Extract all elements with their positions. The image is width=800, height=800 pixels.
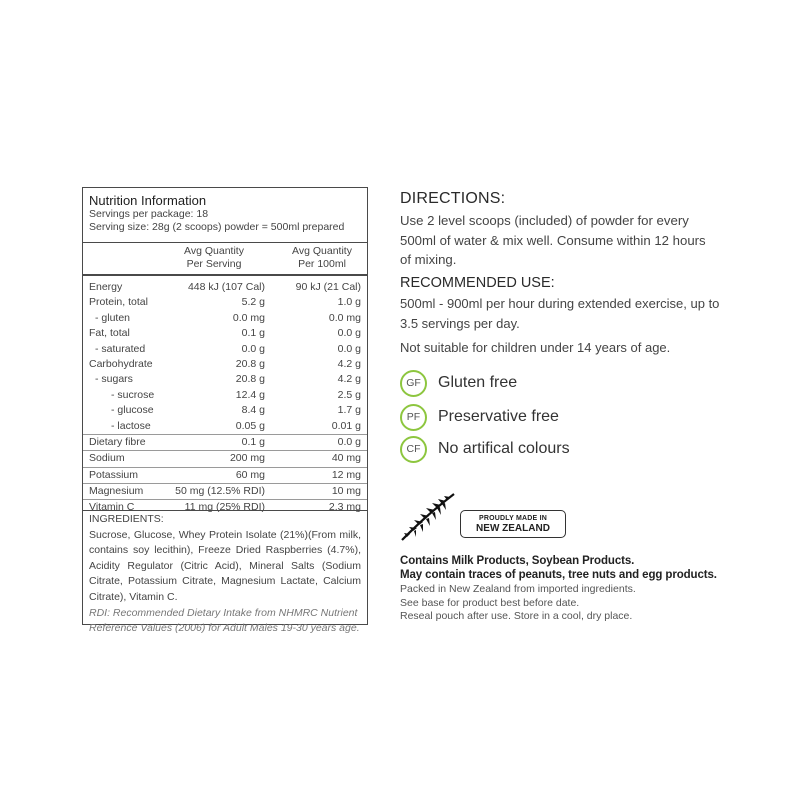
row-label: - lactose <box>111 419 151 432</box>
row-per-serving: 0.05 g <box>235 419 265 432</box>
row-per-serving: 0.1 g <box>241 435 265 448</box>
table-row <box>83 467 367 483</box>
row-label: - sucrose <box>111 388 155 401</box>
row-label: Sodium <box>89 452 125 465</box>
nutrition-rows <box>83 280 367 516</box>
fine-print-line: Packed in New Zealand from imported ingredients. <box>400 583 636 595</box>
nutrition-panel <box>82 187 368 635</box>
header-divider <box>83 274 367 276</box>
per-100ml-header-line2: Per 100ml <box>298 257 346 270</box>
badge-no-colours <box>400 435 570 463</box>
row-per-100ml: 40 mg <box>331 452 361 465</box>
row-per-serving: 20.8 g <box>235 373 265 386</box>
nutrition-header <box>83 188 367 243</box>
row-label: Potassium <box>89 468 139 481</box>
table-row <box>83 295 367 310</box>
per-serving-header-line2: Per Serving <box>186 257 242 270</box>
row-per-serving: 8.4 g <box>241 404 265 417</box>
directions-heading: DIRECTIONS: <box>400 190 506 207</box>
row-per-100ml: 12 mg <box>331 468 361 481</box>
row-per-serving: 60 mg <box>235 468 265 481</box>
row-per-100ml: 90 kJ (21 Cal) <box>295 281 361 293</box>
allergen-line-2: May contain traces of peanuts, tree nuts and egg products. <box>400 569 717 581</box>
no-colours-icon: CF <box>400 436 427 463</box>
row-per-100ml: 0.01 g <box>331 419 361 432</box>
per-100ml-header <box>283 245 361 270</box>
table-row <box>83 388 367 403</box>
row-label: Carbohydrate <box>89 357 153 370</box>
nz-badge-small: PROUDLY MADE IN <box>479 515 547 522</box>
fine-print-line: Reseal pouch after use. Store in a cool, dry place. <box>400 610 633 622</box>
row-per-serving: 448 kJ (107 Cal) <box>187 281 265 293</box>
row-per-100ml: 0.0 mg <box>328 311 361 324</box>
badge-preservative-free <box>400 403 559 431</box>
column-headers <box>83 245 367 275</box>
ingredients-text: Sucrose, Glucose, Whey Protein Isolate (21%)(From milk, contains soy lecithin), Freeze Dried Raspberries (4.7%), Acidity Regulator (Citric Acid), Mineral Salts (Sodium Citrate, Potassium Citrate, Magnesium Lactate, Calcium Citrate), Vitamin C. <box>89 529 361 603</box>
badge-label: Gluten free <box>438 374 518 391</box>
rdi-note: RDI: Recommended Dietary Intake from NHMRC Nutrient Reference Values (2006) for Adult Males 19-30 years age. <box>89 607 360 635</box>
directions-text: Use 2 level scoops (included) of powder for every 500ml of water & mix well. Consume within 12 hours of mixing. <box>400 213 706 267</box>
ingredients-title: INGREDIENTS: <box>89 513 164 525</box>
row-label: - saturated <box>95 342 146 355</box>
ingredients-section <box>83 510 367 635</box>
row-label: Protein, total <box>89 296 148 309</box>
table-row <box>83 357 367 372</box>
row-per-100ml: 4.2 g <box>337 373 361 386</box>
row-label: Dietary fibre <box>89 435 146 448</box>
table-row <box>83 419 367 434</box>
allergen-statement <box>400 554 717 582</box>
table-row <box>83 280 367 295</box>
row-per-100ml: 4.2 g <box>337 357 361 370</box>
serving-size: Serving size: 28g (2 scoops) powder = 500ml prepared <box>89 220 345 233</box>
row-per-serving: 12.4 g <box>235 388 265 401</box>
table-row <box>83 372 367 387</box>
row-per-serving: 50 mg (12.5% RDI) <box>175 485 265 498</box>
per-serving-header-line1: Avg Quantity <box>184 245 244 257</box>
nz-badge-big: NEW ZEALAND <box>476 523 550 534</box>
age-warning: Not suitable for children under 14 years of age. <box>400 340 671 355</box>
badge-label: Preservative free <box>438 408 559 425</box>
table-row <box>83 450 367 466</box>
preservative-free-icon: PF <box>400 404 427 431</box>
row-per-100ml: 2.3 mg <box>328 501 361 514</box>
storage-info <box>400 583 636 624</box>
per-100ml-header-line1: Avg Quantity <box>292 245 352 257</box>
recommended-heading: RECOMMENDED USE: <box>400 275 555 291</box>
row-label: Vitamin C <box>89 501 135 514</box>
gluten-free-icon: GF <box>400 370 427 397</box>
table-row <box>83 403 367 418</box>
row-per-serving: 0.0 g <box>241 342 265 355</box>
table-row <box>83 483 367 499</box>
row-per-serving: 0.1 g <box>241 327 265 340</box>
row-per-serving: 20.8 g <box>235 357 265 370</box>
row-per-100ml: 1.7 g <box>337 404 361 417</box>
table-row <box>83 342 367 357</box>
fine-print-line: See base for product best before date. <box>400 596 580 609</box>
row-per-100ml: 0.0 g <box>337 342 361 355</box>
row-label: Fat, total <box>89 327 130 340</box>
row-label: - glucose <box>111 404 154 417</box>
allergen-line-1: Contains Milk Products, Soybean Products. <box>400 555 635 567</box>
row-per-serving: 0.0 mg <box>232 311 265 324</box>
table-row <box>83 326 367 341</box>
row-per-100ml: 10 mg <box>331 485 361 498</box>
row-per-100ml: 0.0 g <box>337 327 361 340</box>
row-per-serving: 5.2 g <box>241 296 265 309</box>
row-per-100ml: 0.0 g <box>337 435 361 448</box>
nutrition-title: Nutrition Information <box>89 193 207 208</box>
row-label: Energy <box>89 281 123 293</box>
made-in-nz-badge <box>460 510 566 538</box>
row-label: - sugars <box>95 373 133 386</box>
badge-gluten-free <box>400 369 517 397</box>
silver-fern-icon <box>400 492 456 542</box>
badge-label: No artifical colours <box>438 440 570 457</box>
row-per-serving: 11 mg (25% RDI) <box>184 501 265 514</box>
table-row <box>83 311 367 326</box>
servings-per-package: Servings per package: 18 <box>89 208 209 220</box>
recommended-text: 500ml - 900ml per hour during extended exercise, up to 3.5 servings per day. <box>400 296 720 331</box>
row-label: - gluten <box>95 311 131 324</box>
row-label: Magnesium <box>89 485 144 498</box>
row-per-serving: 200 mg <box>229 452 265 465</box>
table-row <box>83 434 367 450</box>
row-per-100ml: 1.0 g <box>337 296 361 309</box>
row-per-100ml: 2.5 g <box>337 388 361 401</box>
per-serving-header <box>169 245 259 270</box>
